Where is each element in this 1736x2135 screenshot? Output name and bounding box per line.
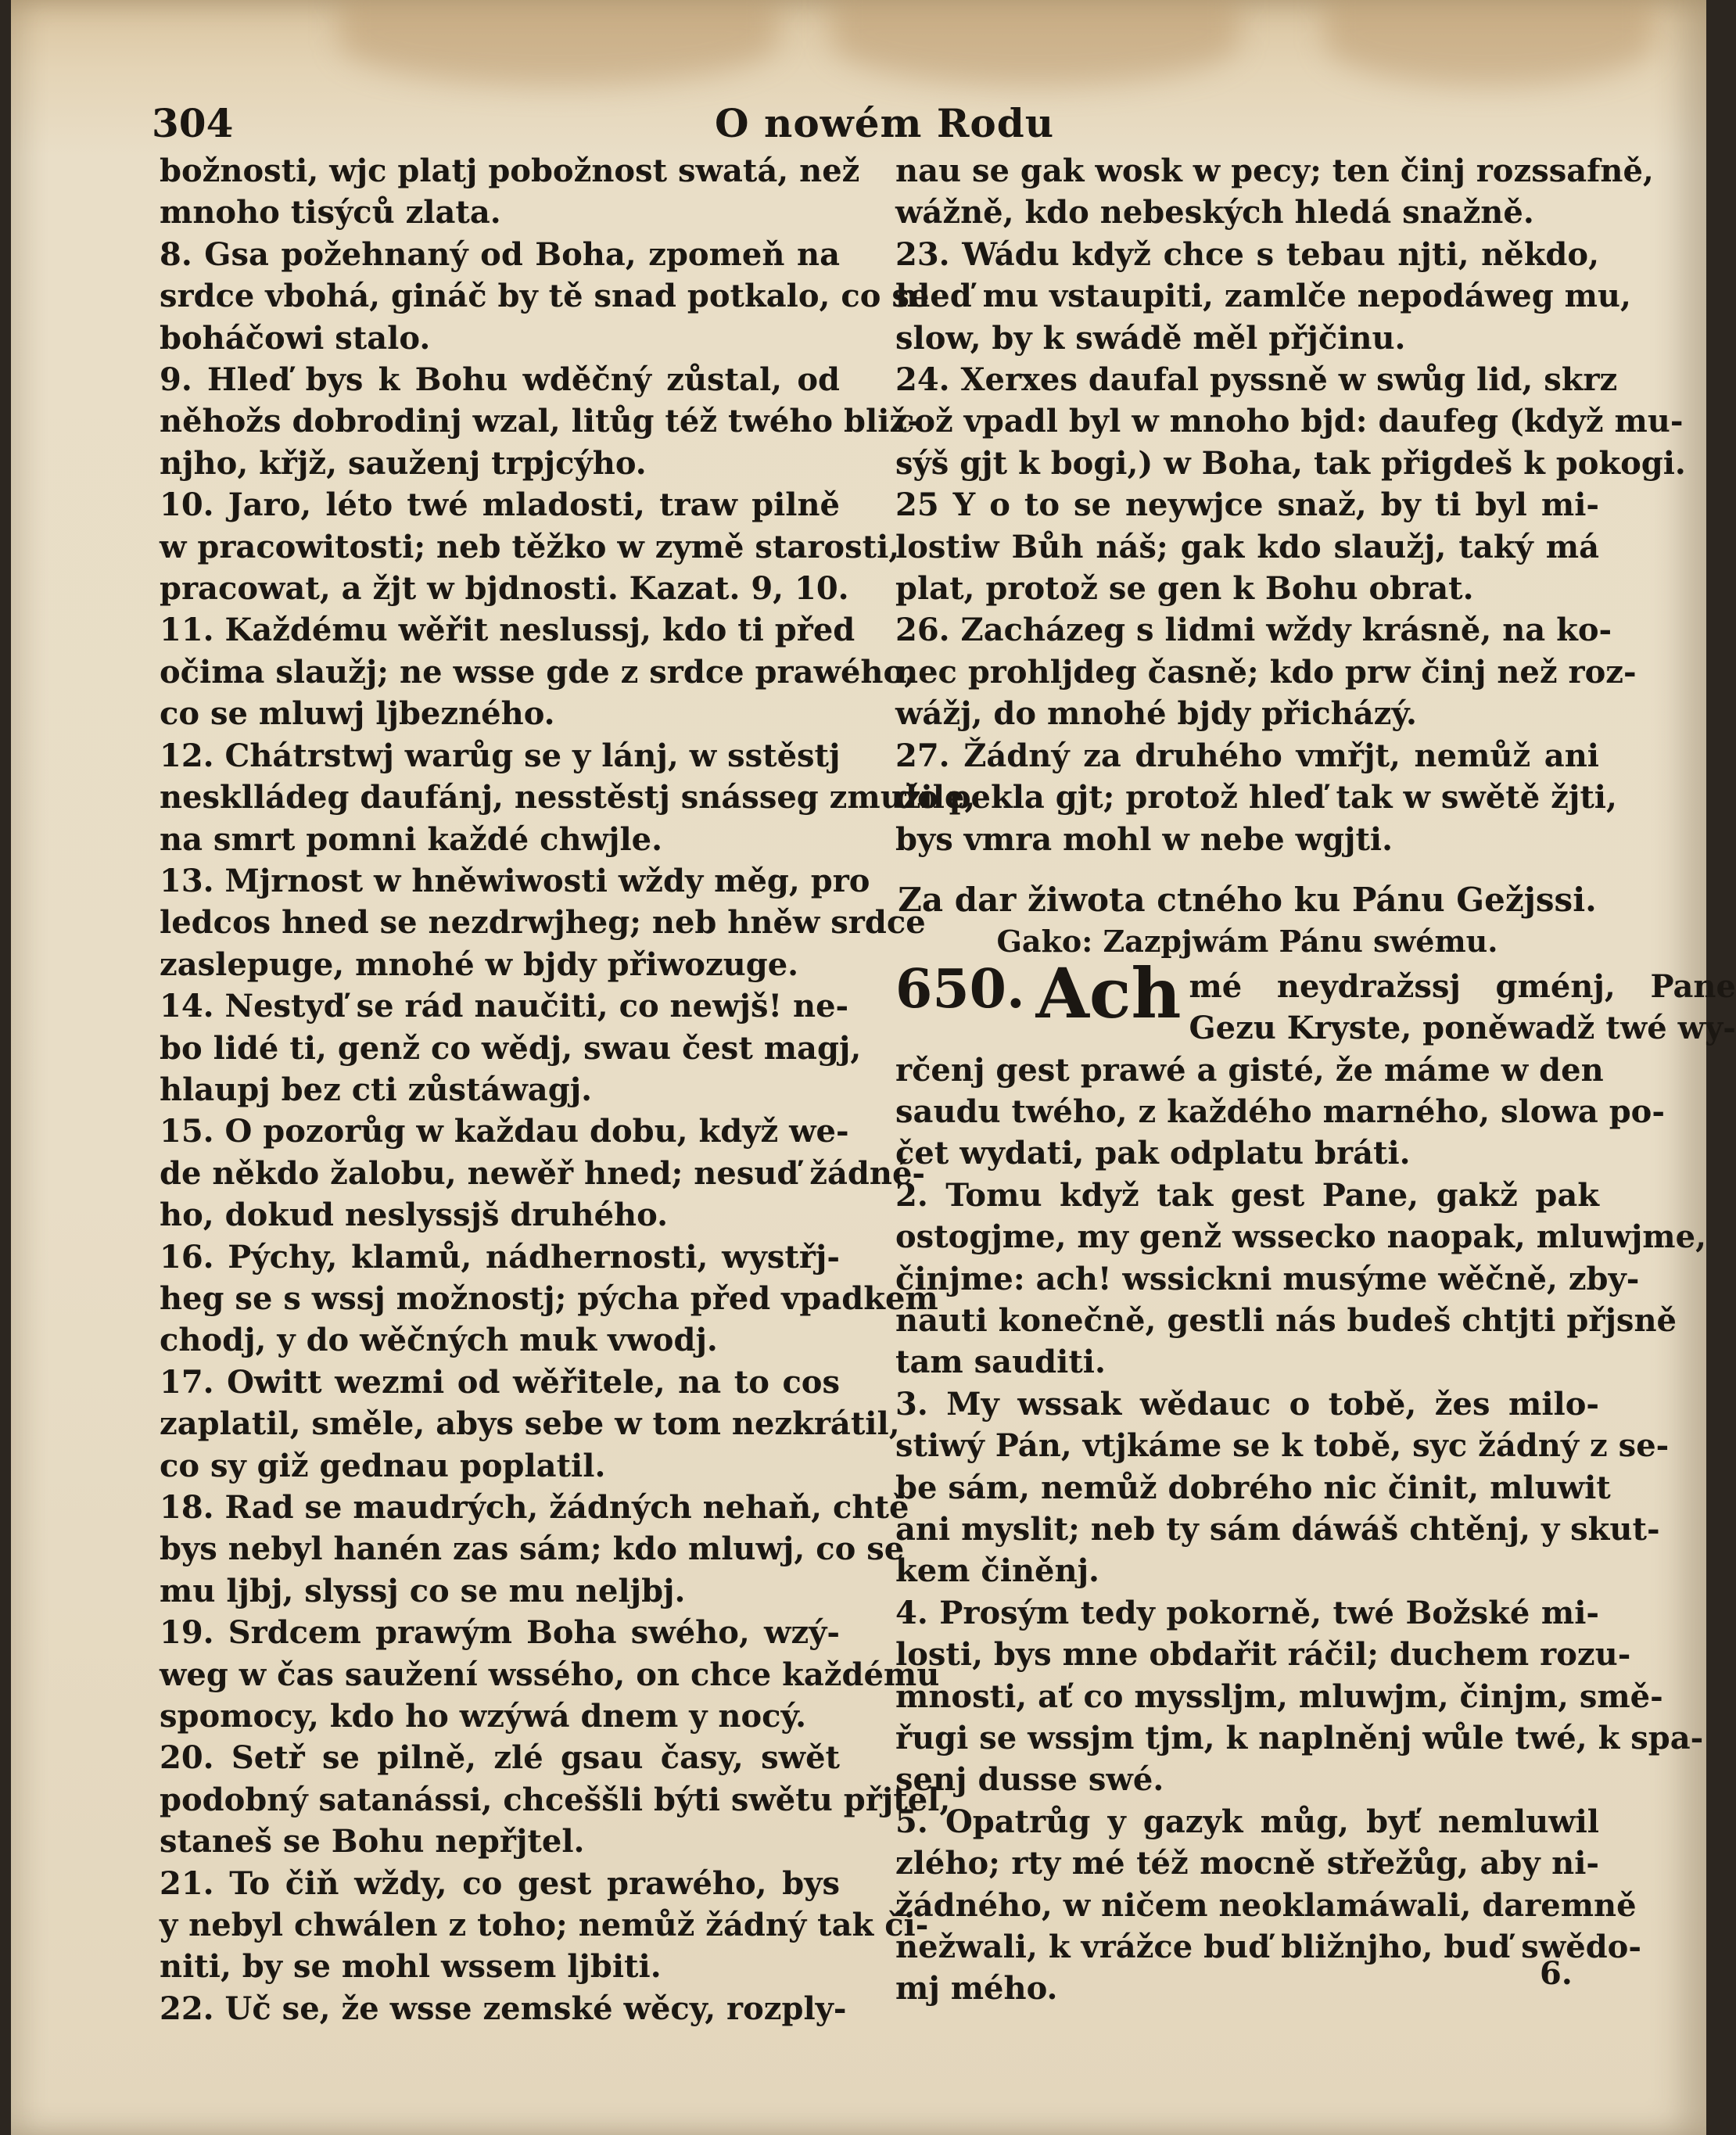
page-number: 304 xyxy=(152,100,234,146)
text-line: y nebyl chwálen z toho; nemůž žádný tak či- xyxy=(160,1907,929,1944)
stanza xyxy=(895,735,1617,860)
stanza xyxy=(160,1863,929,1988)
stanza xyxy=(895,484,1599,609)
stanza xyxy=(895,359,1686,484)
running-title: O nowém Rodu xyxy=(715,100,1055,146)
stanza xyxy=(895,1801,1641,2010)
text-line: chodj, y do wěčných muk vwodj. xyxy=(160,1322,718,1359)
text-line: ledcos hned se nezdrwjheg; neb hněw srdce xyxy=(160,904,926,942)
text-line: bo lidé ti, genž co wědj, swau čest magj, xyxy=(160,1029,862,1067)
text-line: 20. Setř se pilně, zlé gsau časy, swět xyxy=(160,1739,840,1777)
text-line: weg w čas saužení wssého, on chce každému xyxy=(160,1656,940,1693)
water-stain xyxy=(1325,0,1653,86)
text-line: wážně, kdo nebeských hledá snažně. xyxy=(895,194,1534,231)
text-line: zaslepuge, mnohé w bjdy přiwozuge. xyxy=(160,946,799,983)
text-line: co sy giž gednau poplatil. xyxy=(160,1447,606,1484)
text-line: 14. Nestyď se rád naučiti, co newjš! ne- xyxy=(160,988,849,1025)
text-line: mnosti, ať co myssljm, mluwjm, činjm, smě- xyxy=(895,1678,1663,1715)
text-line: nauti konečně, gestli nás budeš chtjti přjsně xyxy=(895,1301,1677,1339)
stanza xyxy=(895,1175,1706,1383)
text-line: njho, křjž, sauženj trpjcýho. xyxy=(160,444,647,482)
text-line: podobný satanássi, chceššli býti swětu přjtel, xyxy=(160,1781,951,1818)
proverb-stanzas xyxy=(895,150,1686,860)
stanza xyxy=(160,985,862,1111)
text-line: žádného, w ničem neoklamáwali, daremně xyxy=(895,1886,1637,1924)
text-line: ostogjme, my genž wssecko naopak, mluwjme, xyxy=(895,1218,1706,1256)
stanza xyxy=(160,1362,900,1487)
stanza xyxy=(160,1612,940,1737)
text-line: 16. Pýchy, klamů, nádhernosti, wystřj- xyxy=(160,1238,840,1276)
text-line: 22. Uč se, že wsse zemské wěcy, rozply- xyxy=(160,1990,847,2027)
stanza xyxy=(160,1111,926,1236)
text-line: be sám, nemůž dobrého nic činit, mluwit xyxy=(895,1469,1611,1506)
text-line: něhožs dobrodinj wzal, litůg též twého bliž- xyxy=(160,403,920,440)
text-line: 15. O pozorůg w každau dobu, když we- xyxy=(160,1113,849,1150)
text-line: mé neydražssj gménj, Pane xyxy=(1189,967,1736,1005)
right-column xyxy=(895,150,1736,2010)
stanza xyxy=(895,1383,1670,1592)
text-line: hleď mu vstaupiti, zamlče nepodáweg mu, xyxy=(895,278,1631,315)
text-line: slow, by k swádě měl přjčinu. xyxy=(895,319,1406,357)
text-line: ho, dokud neslyssjš druhého. xyxy=(160,1197,669,1234)
text-line: 27. Žádný za druhého vmřjt, nemůž ani xyxy=(895,737,1599,774)
text-line: bys vmra mohl w nebe wgjti. xyxy=(895,820,1393,858)
text-line: heg se s wssj možnostj; pýcha před vpadkem xyxy=(160,1279,938,1317)
text-line: w pracowitosti; neb těžko w zymě starosti, xyxy=(160,528,900,565)
text-line: 8. Gsa požehnaný od Boha, zpomeň na xyxy=(160,235,840,273)
text-line: pracowat, a žjt w bjdnosti. Kazat. 9, 10. xyxy=(160,570,849,608)
text-line: kem činěnj. xyxy=(895,1552,1099,1590)
text-line: 12. Chátrstwj warůg se y lánj, w sstěstj xyxy=(160,737,841,774)
text-line: bys nebyl hanén zas sám; kdo mluwj, co se xyxy=(160,1530,905,1568)
text-line: 11. Každému wěřit neslussj, kdo ti před xyxy=(160,612,855,649)
text-line: niti, by se mohl wssem ljbiti. xyxy=(160,1948,662,1986)
hymn-opening xyxy=(895,952,1736,1050)
text-line: saudu twého, z každého marného, slowa po- xyxy=(895,1093,1665,1130)
text-line: 5. Opatrůg y gazyk můg, byť nemluwil xyxy=(895,1803,1599,1840)
hymn-tune: Gako: Zazpjwám Pánu swému. xyxy=(996,924,1498,960)
text-line: 10. Jaro, léto twé mladosti, traw pilně xyxy=(160,486,840,524)
text-line: očima slaužj; ne wsse gde z srdce prawého, xyxy=(160,653,916,691)
text-line: plat, protož se gen k Bohu obrat. xyxy=(895,570,1474,608)
stanza xyxy=(160,1737,951,1862)
hymn-opening-lines xyxy=(1189,966,1735,1050)
text-line: 25 Y o to se neywjce snaž, by ti byl mi- xyxy=(895,486,1599,524)
text-line: tam sauditi. xyxy=(895,1344,1106,1381)
text-line: nec prohljdeg časně; kdo prw činj než roz- xyxy=(895,653,1637,691)
text-line: lostiw Bůh náš; gak kdo slaužj, taký má xyxy=(895,528,1599,565)
text-line: božnosti, wjc platj pobožnost swatá, než xyxy=(160,152,860,189)
hymn-stanzas xyxy=(895,1175,1706,2010)
text-line: sýš gjt k bogi,) w Boha, tak přigdeš k pokogi. xyxy=(895,444,1686,482)
text-line: 13. Mjrnost w hněwiwosti wždy měg, pro xyxy=(160,862,870,899)
text-line: losti, bys mne obdařit ráčil; duchem rozu- xyxy=(895,1636,1631,1674)
stanza xyxy=(895,150,1654,234)
text-line: 19. Srdcem prawým Boha swého, wzý- xyxy=(160,1614,840,1652)
stanza xyxy=(160,234,930,359)
text-line: boháčowi stalo. xyxy=(160,319,431,357)
water-stain xyxy=(832,0,1239,86)
text-line: 9. Hleď bys k Bohu wděčný zůstal, od xyxy=(160,361,840,399)
stanza xyxy=(160,609,916,734)
text-line: Gezu Kryste, poněwadž twé wy- xyxy=(1189,1010,1736,1047)
hymn-title: Za dar žiwota ctného ku Pánu Gežjssi. xyxy=(898,880,1597,919)
stanza xyxy=(160,1236,938,1362)
text-line: mj mého. xyxy=(895,1970,1058,2008)
text-line: nau se gak wosk w pecy; ten činj rozssafně, xyxy=(895,152,1654,189)
text-line: srdce vbohá, gináč by tě snad potkalo, co se xyxy=(160,278,930,315)
text-line: 23. Wádu když chce s tebau njti, někdo, xyxy=(895,235,1599,273)
stanza xyxy=(160,1487,909,1612)
text-line: 18. Rad se maudrých, žádných nehaň, chtě xyxy=(160,1489,909,1526)
text-line: činjme: ach! wssickni musýme wěčně, zby- xyxy=(895,1260,1640,1297)
text-line: 26. Zacházeg s lidmi wždy krásně, na ko- xyxy=(895,612,1612,649)
text-line: na smrt pomni každé chwjle. xyxy=(160,820,663,858)
text-line: spomocy, kdo ho wzýwá dnem y nocý. xyxy=(160,1698,807,1735)
text-line: nežwali, k vrážce buď bližnjho, buď swědo- xyxy=(895,1929,1641,1966)
text-line: řugi se wssjm tjm, k naplněnj wůle twé, k spa- xyxy=(895,1720,1704,1757)
water-stain xyxy=(339,0,777,86)
stanza xyxy=(895,234,1631,359)
stanza xyxy=(160,484,900,609)
text-line: ani myslit; neb ty sám dáwáš chtěnj, y skut- xyxy=(895,1511,1660,1548)
text-line: čet wydati, pak odplatu bráti. xyxy=(895,1135,1411,1172)
stanza xyxy=(160,860,926,985)
text-line: co se mluwj ljbezného. xyxy=(160,695,555,733)
text-line: což vpadl byl w mnoho bjd: daufeg (když mu- xyxy=(895,403,1684,440)
stanza xyxy=(160,150,860,234)
stanza xyxy=(160,735,976,860)
text-line: zaplatil, směle, abys sebe w tom nezkrátil, xyxy=(160,1405,900,1443)
text-line: zlého; rty mé též mocně střežůg, aby ni- xyxy=(895,1845,1599,1882)
catchword: 6. xyxy=(1540,1955,1573,1992)
text-line: 3. My wssak wědauc o tobě, žes milo- xyxy=(895,1385,1599,1423)
text-line: senj dusse swé. xyxy=(895,1761,1164,1799)
text-line: rčenj gest prawé a gisté, že máme w den xyxy=(895,1051,1604,1089)
text-line: de někdo žalobu, newěř hned; nesuď žádné- xyxy=(160,1154,926,1192)
text-line: wážj, do mnohé bjdy přicházý. xyxy=(895,695,1417,733)
hymn-first-stanza xyxy=(895,952,1736,1175)
stanza xyxy=(895,1592,1704,1801)
text-line: do pekla gjt; protož hleď tak w swětě žjti, xyxy=(895,779,1617,816)
text-line: 24. Xerxes daufal pyssně w swůg lid, skrz xyxy=(895,361,1618,399)
text-line: 2. Tomu když tak gest Pane, gakž pak xyxy=(895,1176,1599,1214)
text-line: mu ljbj, slyssj co se mu neljbj. xyxy=(160,1572,686,1609)
text-line: 21. To čiň wždy, co gest prawého, bys xyxy=(160,1864,840,1902)
drop-cap: Ach xyxy=(1035,952,1182,1034)
text-line: mnoho tisýců zlata. xyxy=(160,194,501,231)
stanza xyxy=(895,609,1637,734)
book-page xyxy=(11,0,1736,2135)
stanza xyxy=(160,359,920,484)
text-line: 17. Owitt wezmi od wěřitele, na to cos xyxy=(160,1363,840,1401)
text-line: nesklládeg daufánj, nesstěstj snásseg zmužile, xyxy=(160,779,976,816)
stanza xyxy=(160,1988,847,2029)
text-line: hlaupj bez cti zůstáwagj. xyxy=(160,1071,593,1108)
hymn-number: 650. xyxy=(895,957,1025,1021)
text-line: 4. Prosým tedy pokorně, twé Božské mi- xyxy=(895,1594,1599,1631)
text-line: staneš se Bohu nepřjtel. xyxy=(160,1823,585,1860)
text-line: stiwý Pán, vtjkáme se k tobě, syc žádný z se- xyxy=(895,1427,1670,1465)
